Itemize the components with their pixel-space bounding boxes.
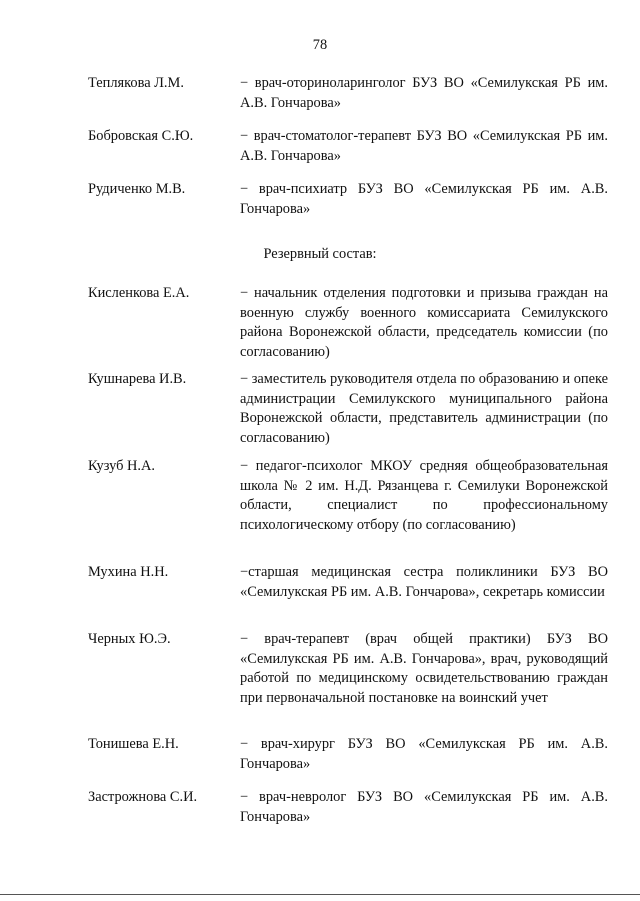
member-role: −старшая медицинская сестра поликлиники БУЗ ВО «Семилукская РБ им. А.В. Гончарова», секретарь комиссии xyxy=(240,564,608,600)
member-name: Кузуб Н.А. xyxy=(88,458,155,474)
member-role: − заместитель руководителя отдела по образованию и опеке администрации Семилукского муниципального района Воронежской области, представитель администрации (по согласованию) xyxy=(240,371,608,446)
member-role: − врач-хирург БУЗ ВО «Семилукская РБ им. А.В. Гончарова» xyxy=(240,736,608,772)
member-name: Тонишева Е.Н. xyxy=(88,736,179,752)
member-role: − начальник отделения подготовки и призыва граждан на военную службу военного комиссариата Семилукского района Воронежской области, председатель комиссии (по согласованию) xyxy=(240,285,608,360)
page-number: 78 xyxy=(312,37,328,53)
reserve-heading: Резервный состав: xyxy=(263,246,377,262)
member-role: − врач-психиатр БУЗ ВО «Семилукская РБ им. А.В. Гончарова» xyxy=(240,181,608,217)
member-role: − педагог-психолог МКОУ средняя общеобразовательная школа № 2 им. Н.Д. Рязанцева г. Семилуки Воронежской области, специалист по профессиональному психологическому отбору (по согласованию) xyxy=(240,458,608,533)
page-bottom-rule xyxy=(0,894,640,895)
member-name: Теплякова Л.М. xyxy=(88,75,184,91)
member-name: Рудиченко М.В. xyxy=(88,181,186,197)
member-name: Кушнарева И.В. xyxy=(88,371,187,387)
member-role: − врач-стоматолог-терапевт БУЗ ВО «Семилукская РБ им. А.В. Гончарова» xyxy=(240,128,608,164)
member-name: Мухина Н.Н. xyxy=(88,564,169,580)
member-role: − врач-терапевт (врач общей практики) БУЗ ВО «Семилукская РБ им. А.В. Гончарова», врач, руководящий работой по медицинскому освидетельствованию граждан при первоначальной постановке на воинский учет xyxy=(240,631,608,706)
member-name: Черных Ю.Э. xyxy=(88,631,171,647)
member-role: − врач-невролог БУЗ ВО «Семилукская РБ им. А.В. Гончарова» xyxy=(240,789,608,825)
member-role: − врач-оториноларинголог БУЗ ВО «Семилукская РБ им. А.В. Гончарова» xyxy=(240,75,608,111)
member-name: Застрожнова С.И. xyxy=(88,789,198,805)
member-name: Бобровская С.Ю. xyxy=(88,128,194,144)
member-name: Кисленкова Е.А. xyxy=(88,285,190,301)
